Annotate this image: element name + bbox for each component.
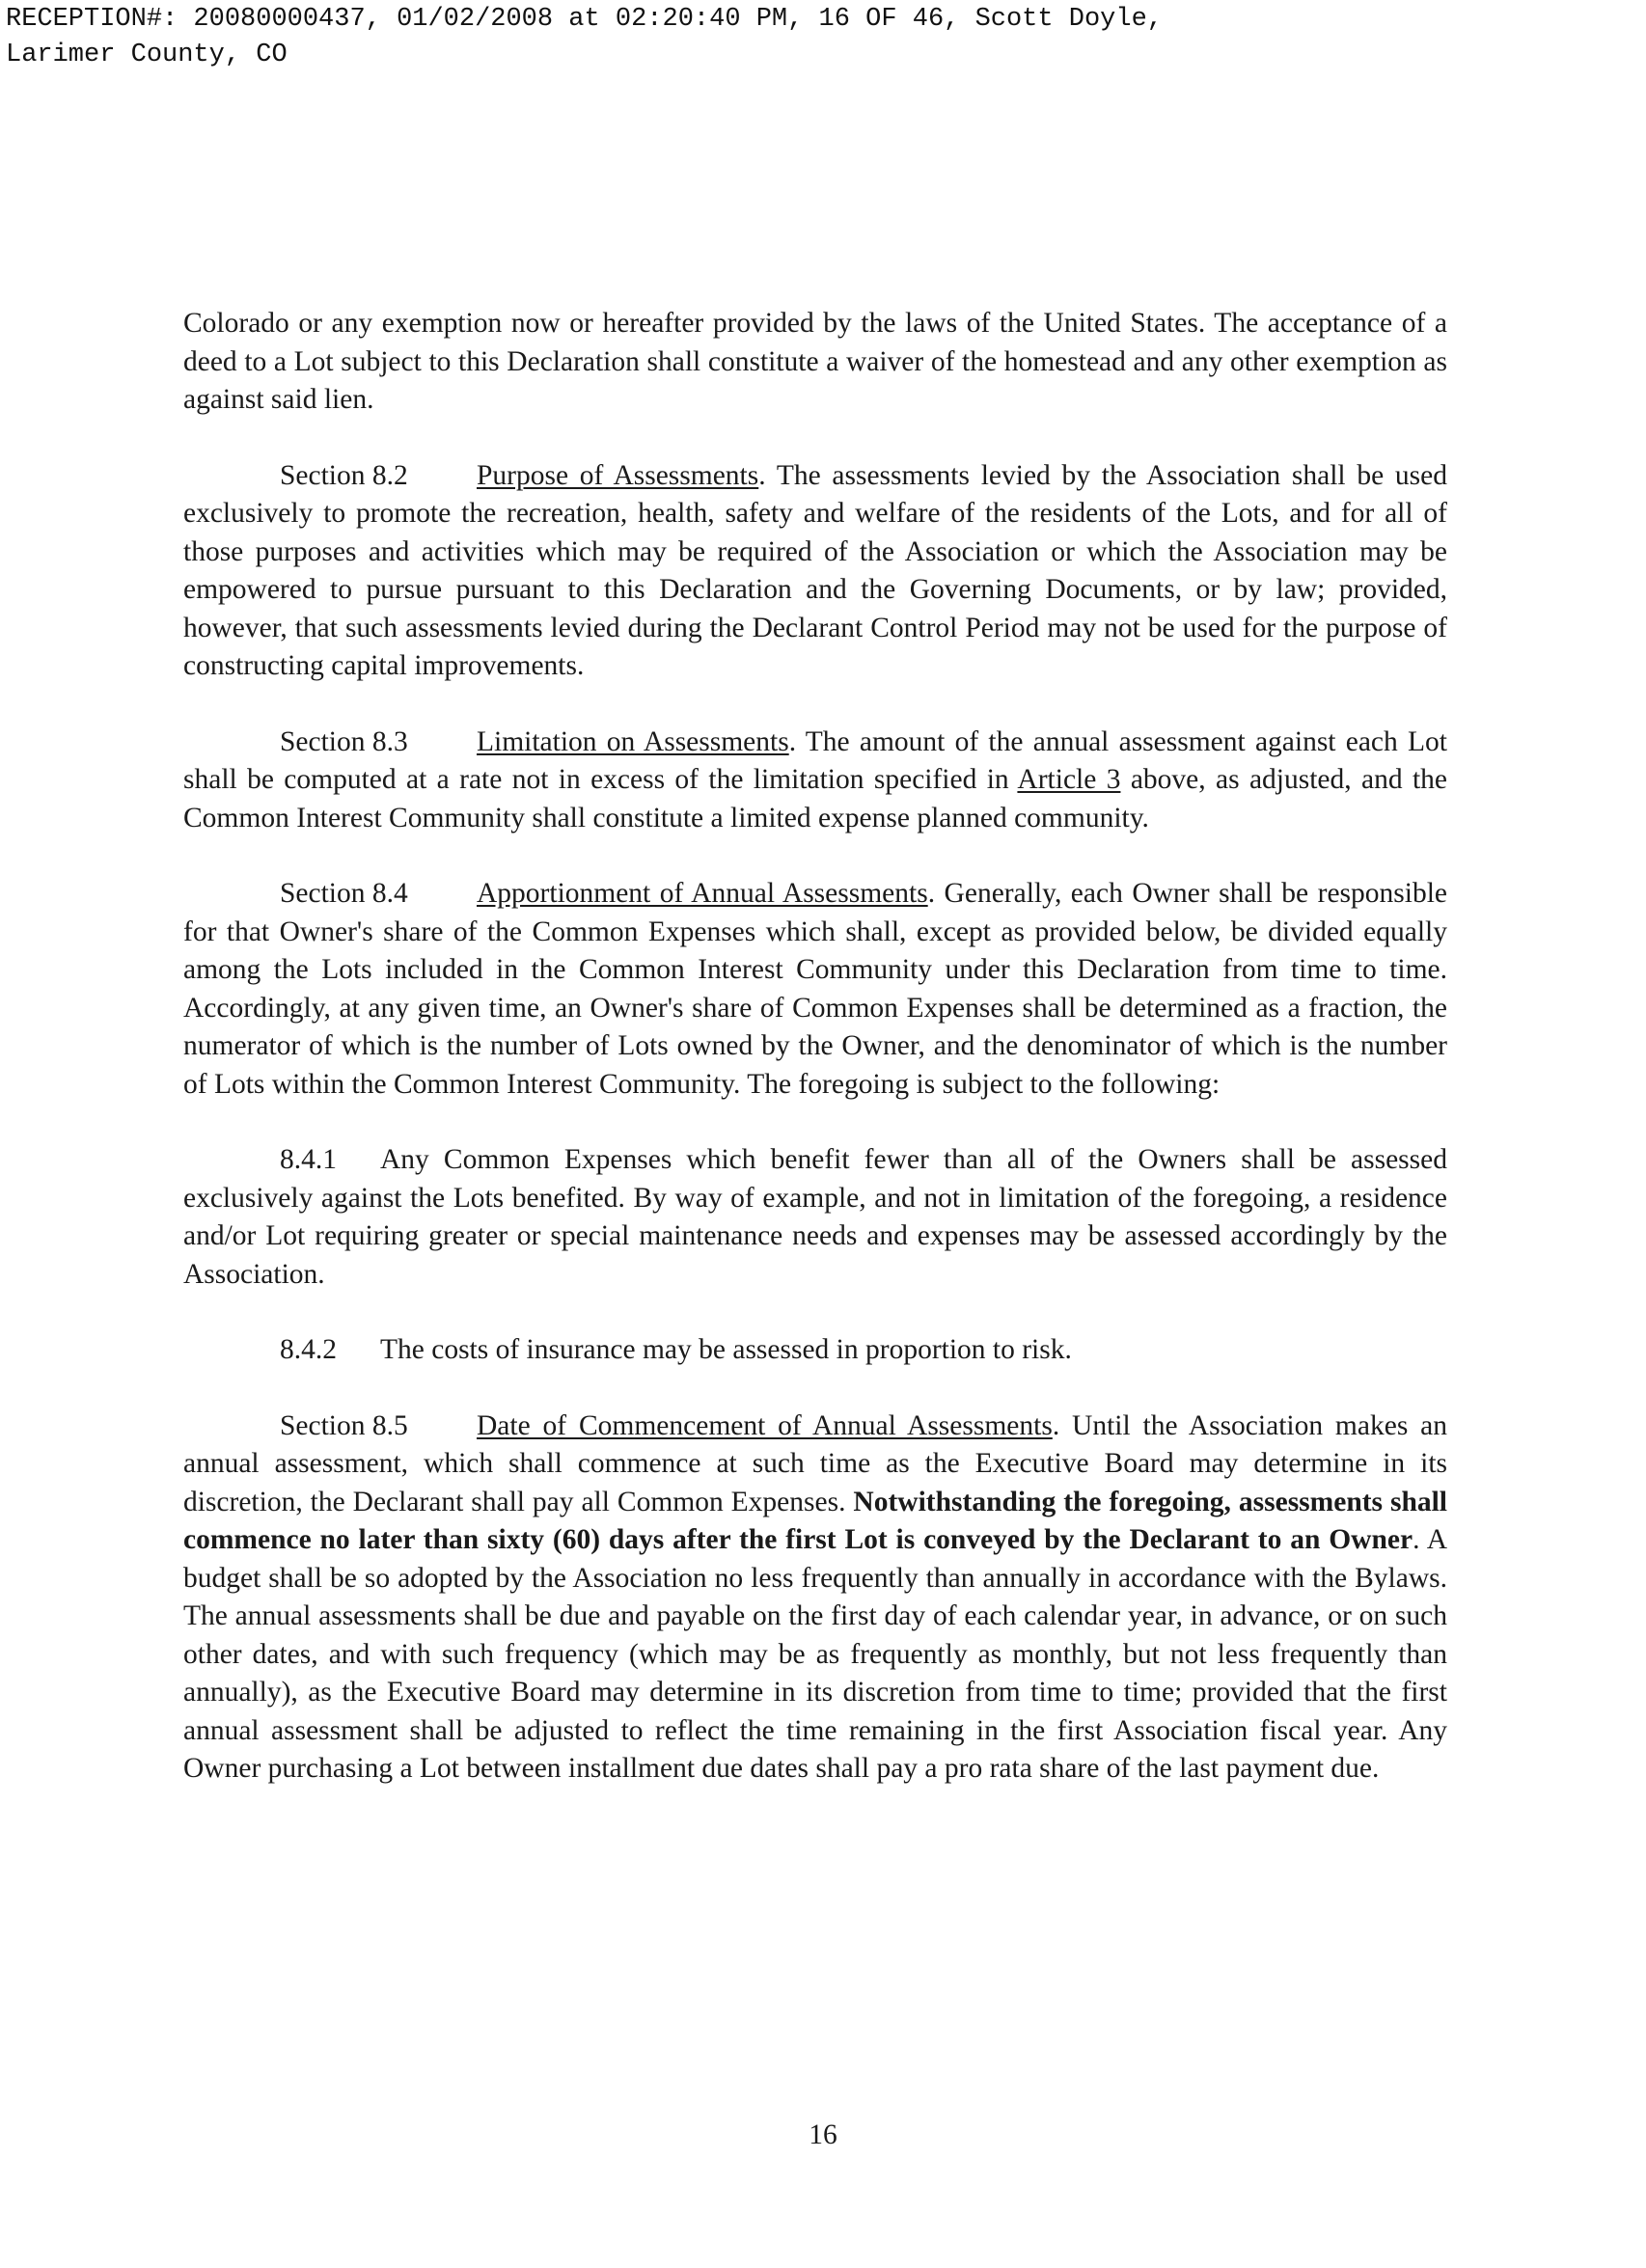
subsection-8-4-1 (183, 1141, 1447, 1294)
section-label: Section 8.2 (280, 459, 408, 491)
section-text: . The assessments levied by the Association shall be used exclusively to promote the recreation, health, safety and welfare of the residents of the Lots, and for all of those purposes and activities which may be required of the Association or which the Association may be empowered to pursue pursuant to this Declaration and the Governing Documents, or by law; provided, however, that such assessments levied during the Declarant Control Period may not be used for the purpose of constructing capital improvements. (183, 459, 1447, 681)
article-reference: Article 3 (1017, 764, 1121, 795)
section-heading: Purpose of Assessments (477, 459, 759, 491)
recording-stamp (6, 2, 1163, 73)
bold-provision: Notwithstanding the foregoing, assessments shall commence no later than sixty (60) days after the first Lot is conveyed by the Declarant to an Owner (183, 1486, 1448, 1555)
subsection-text: The costs of insurance may be assessed in proportion to risk. (380, 1334, 1072, 1365)
subsection-label: 8.4.2 (280, 1334, 337, 1365)
section-label: Section 8.3 (280, 725, 408, 757)
document-body (183, 305, 1447, 1826)
section-text-continued: above, as adjusted, and the Common Interest Community shall constitute a limited expense planned community. (183, 764, 1448, 833)
paragraph-continuation: Colorado or any exemption now or hereafter provided by the laws of the United States. The acceptance of a deed to a Lot subject to this Declaration shall constitute a waiver of the homestead and any other exemption as against said lien. (183, 308, 1447, 415)
section-label: Section 8.4 (280, 878, 408, 909)
section-text-continued: . A budget shall be so adopted by the Association no less frequently than annually in accordance with the Bylaws. The annual assessments shall be due and payable on the first day of each calendar year, in advance, or on such other dates, and with such frequency (which may be as frequently as monthly, but not less frequently than annually), as the Executive Board may determine in its discretion from time to time; provided that the first annual assessment shall be adjusted to reflect the time remaining in the first Association fiscal year. Any Owner purchasing a Lot between installment due dates shall pay a pro rata share of the last payment due. (183, 1524, 1447, 1784)
subsection-8-4-2 (183, 1331, 1447, 1370)
section-label: Section 8.5 (280, 1409, 408, 1441)
recording-stamp-line-1: RECEPTION#: 20080000437, 01/02/2008 at 02:20:40 PM, 16 OF 46, Scott Doyle, (6, 5, 1163, 34)
section-8-5 (183, 1407, 1447, 1789)
section-heading: Limitation on Assessments (477, 725, 789, 757)
section-text: . The amount of the annual assessment against each Lot shall be computed at a rate not in excess of the limitation specified in (183, 725, 1447, 795)
recording-stamp-line-2: Larimer County, CO (6, 41, 288, 69)
subsection-label: 8.4.1 (280, 1144, 337, 1175)
section-text: . Until the Association makes an annual assessment, which shall commence at such time as the Executive Board may determine in its discretion, the Declarant shall pay all Common Expenses. (183, 1409, 1447, 1517)
section-8-3 (183, 724, 1447, 838)
page-number: 16 (809, 2119, 837, 2150)
section-heading: Apportionment of Annual Assessments (477, 878, 928, 909)
section-text: . Generally, each Owner shall be responsible for that Owner's share of the Common Expenses which shall, except as provided below, be divided equally among the Lots included in the Common Interest Community under this Declaration from time to time. Accordingly, at any given time, an Owner's share of Common Expenses shall be determined as a fraction, the numerator of which is the number of Lots owned by the Owner, and the denominator of which is the number of Lots within the Common Interest Community. The foregoing is subject to the following: (183, 878, 1447, 1100)
section-heading: Date of Commencement of Annual Assessments (477, 1409, 1053, 1441)
section-8-4 (183, 875, 1447, 1104)
subsection-text: Any Common Expenses which benefit fewer than all of the Owners shall be assessed exclusively against the Lots benefited. By way of example, and not in limitation of the foregoing, a residence and/or Lot requiring greater or special maintenance needs and expenses may be assessed accordingly by the Association. (183, 1144, 1447, 1290)
section-8-2 (183, 457, 1447, 686)
